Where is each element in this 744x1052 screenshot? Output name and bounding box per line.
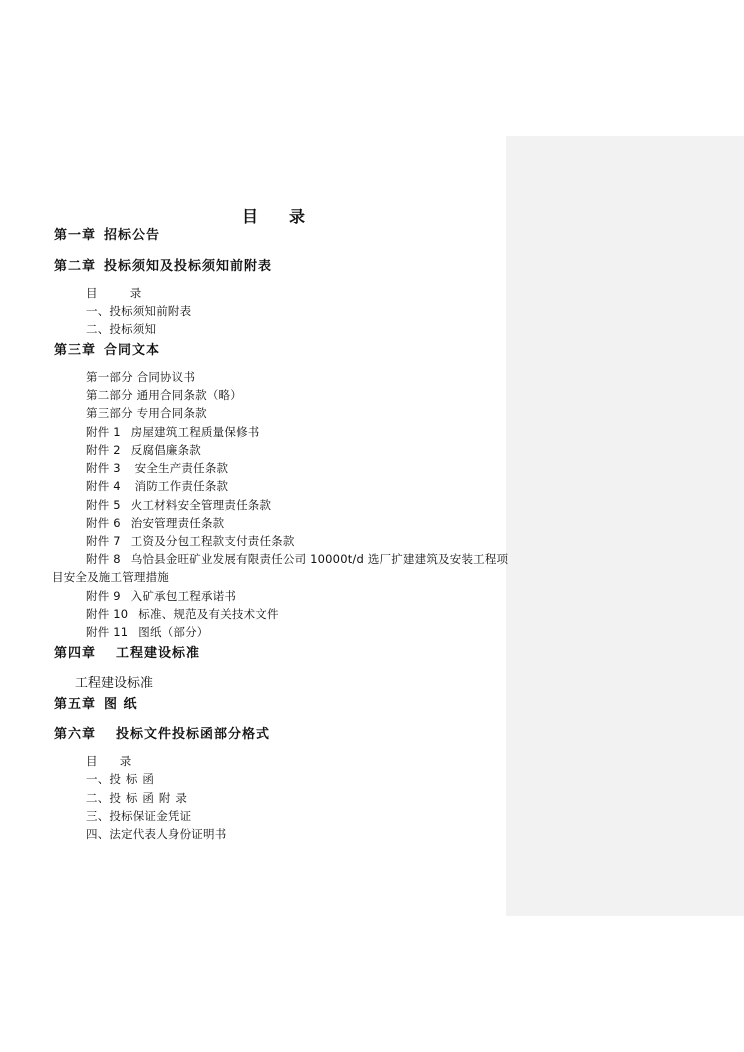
chapter-label: 第二章 [54,259,97,274]
appendix-item: 附件 6 治安管理责任条款 [86,516,225,530]
chapter-title: 投标文件投标函部分格式 [116,727,271,742]
list-item: 第三部分 专用合同条款 [86,406,207,420]
sub-toc-heading: 目 录 [86,754,132,768]
page-title-left: 目 [242,207,260,226]
list-item: 第二部分 通用合同条款（略） [86,388,242,402]
appendix-item: 附件 10 标准、规范及有关技术文件 [86,607,279,621]
chapter-label: 第四章 [54,646,97,661]
sub-toc-heading: 目 录 [86,286,142,300]
comment-sidebar-panel [506,136,744,916]
appendix-item: 附件 9 入矿承包工程承诺书 [86,589,237,603]
list-item: 一、投标函 [86,772,159,786]
chapter-label: 第五章 [54,697,97,712]
chapter-title: 招标公告 [104,228,161,243]
list-item: 第一部分 合同协议书 [86,370,196,384]
chapter-heading-6 [54,723,270,742]
chapter-title: 投标须知及投标须知前附表 [104,259,273,274]
appendix-item: 附件 8 乌恰县金旺矿业发展有限责任公司 10000t/d 选厂扩建建筑及安装工程项 [86,552,509,566]
chapter-heading-4 [54,642,200,661]
chapter-heading-3 [54,339,160,358]
appendix-item-continuation: 目安全及施工管理措施 [52,570,169,584]
list-item: 一、投标须知前附表 [86,304,192,318]
appendix-item: 附件 4 消防工作责任条款 [86,479,229,493]
appendix-item: 附件 1 房屋建筑工程质量保修书 [86,425,260,439]
chapter-label: 第六章 [54,727,97,742]
appendix-item: 附件 5 火工材料安全管理责任条款 [86,498,272,512]
list-item: 三、投标保证金凭证 [86,809,192,823]
appendix-item: 附件 3 安全生产责任条款 [86,461,229,475]
chapter-title: 工程建设标准 [116,646,201,661]
appendix-item: 附件 7 工资及分包工程款支付责任条款 [86,534,295,548]
appendix-item: 附件 2 反腐倡廉条款 [86,443,201,457]
list-item: 二、投标函附录 [86,791,192,805]
list-item: 二、投标须知 [86,322,157,336]
chapter-title: 图 纸 [104,697,138,712]
chapter-heading-5 [54,693,138,712]
chapter-heading-1 [54,224,160,243]
list-item: 四、法定代表人身份证明书 [86,827,227,841]
chapter-label: 第一章 [54,228,97,243]
appendix-item: 附件 11 图纸（部分） [86,625,209,639]
page-title-right: 录 [289,207,307,226]
chapter-heading-2 [54,255,272,274]
chapter-title: 合同文本 [104,343,161,358]
body-text: 工程建设标准 [75,676,154,691]
page-title [242,204,306,227]
chapter-label: 第三章 [54,343,97,358]
